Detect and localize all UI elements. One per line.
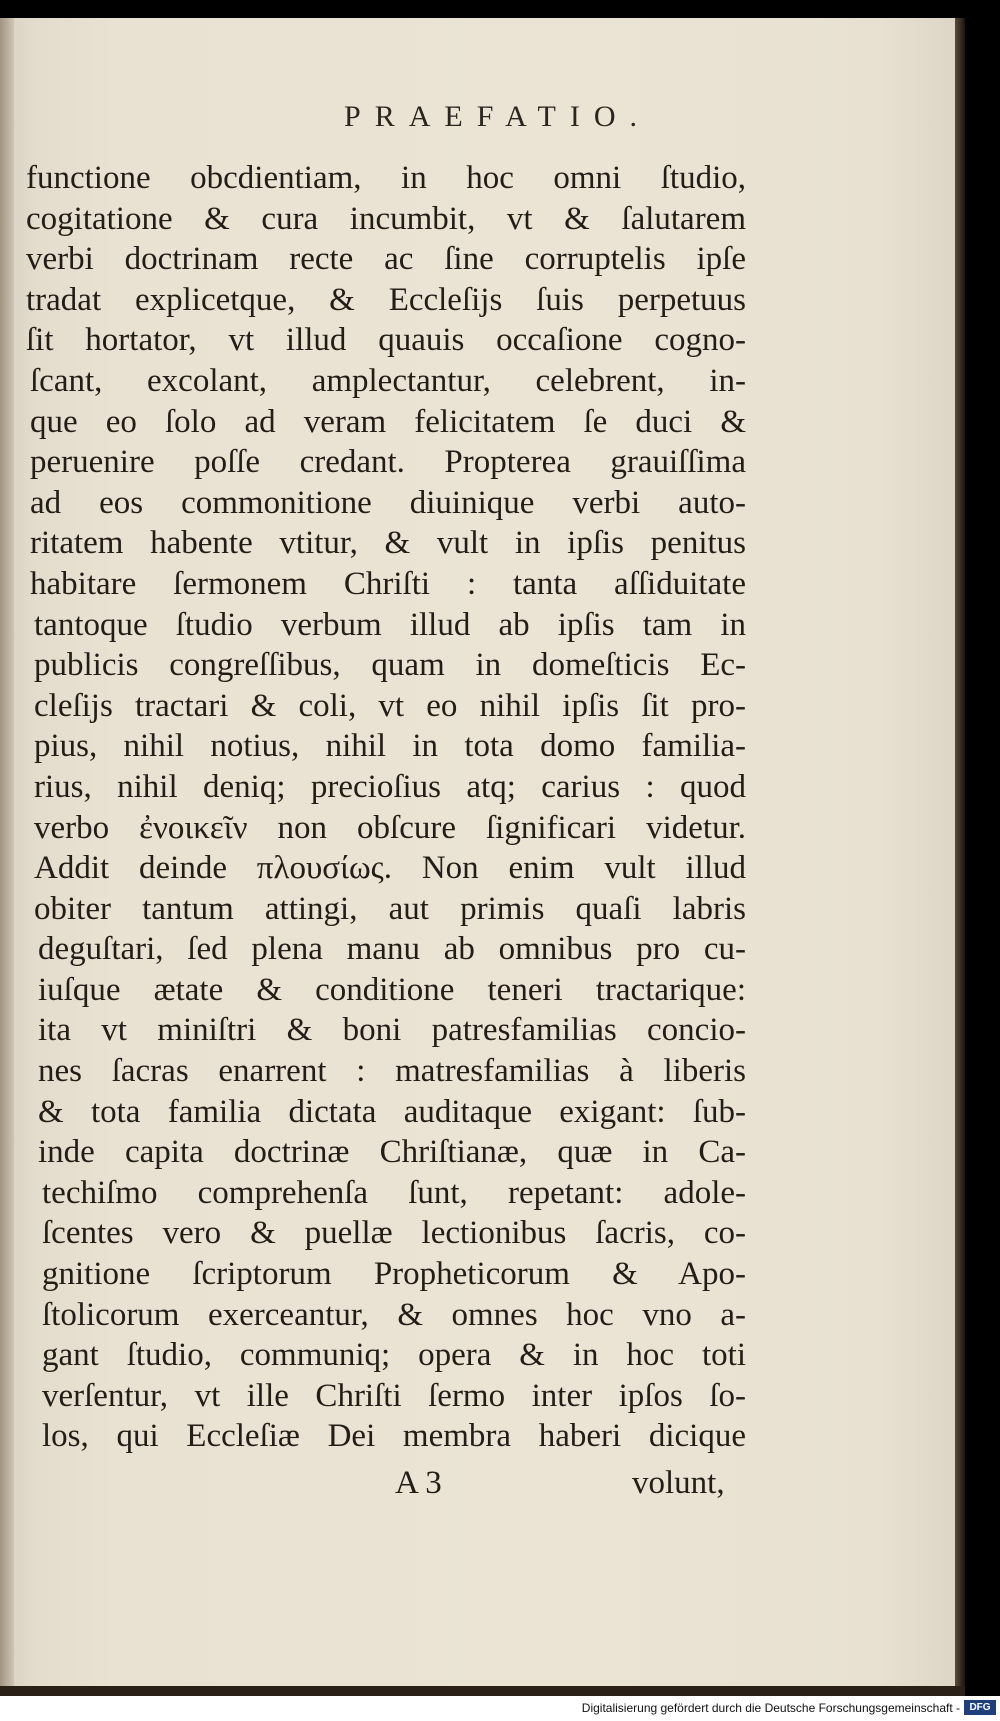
text-line: Addit deinde πλουσίως. Non enim vult illud	[34, 850, 746, 887]
text-line: nes ſacras enarrent : matresfamilias à liberis	[38, 1053, 746, 1090]
text-line: iuſque ætate & conditione teneri tractarique:	[38, 971, 746, 1008]
text-line: gant ſtudio, communiq; opera & in hoc toti	[42, 1337, 746, 1374]
text-line: cogitatione & cura incumbit, vt & ſalutarem	[26, 200, 746, 237]
text-line: ſcentes vero & puellæ lectionibus ſacris, co-	[42, 1215, 746, 1252]
text-line: peruenire poſſe credant. Propterea grauiſſima	[30, 444, 746, 481]
text-line: functione obcdientiam, in hoc omni ſtudio,	[26, 160, 746, 196]
page-bottom-edge	[0, 1686, 965, 1696]
text-line: inde capita doctrinæ Chriſtianæ, quæ in Ca-	[38, 1134, 746, 1171]
text-line: techiſmo comprehenſa ſunt, repetant: adole-	[42, 1174, 746, 1211]
text-line: ſcant, excolant, amplectantur, celebrent, in-	[30, 362, 746, 399]
catchword: volunt,	[632, 1465, 725, 1501]
text-line: que eo ſolo ad veram felicitatem ſe duci &	[30, 403, 746, 440]
text-line: verbo ἐνοικεῖν non obſcure ſignificari videtur.	[34, 809, 746, 846]
text-line: & tota familia dictata auditaque exigant: ſub-	[38, 1093, 746, 1130]
text-line: los, qui Eccleſiæ Dei membra haberi dicique	[42, 1418, 746, 1455]
dfg-logo-icon: DFG	[964, 1700, 996, 1715]
book-page	[0, 18, 955, 1686]
page-right-edge	[955, 18, 965, 1686]
text-line: habitare ſermonem Chriſti : tanta aſſiduitate	[30, 565, 746, 602]
text-block	[26, 158, 746, 1457]
text-line: rius, nihil deniq; precioſius atq; carius : quod	[34, 768, 746, 805]
text-line: ita vt miniſtri & boni patresfamilias concio-	[38, 1012, 746, 1049]
running-head: PRAEFATIO.	[344, 100, 651, 133]
funding-notice: Digitalisierung gefördert durch die Deutsche Forschungsgemeinschaft -	[581, 1701, 960, 1715]
digitization-footer	[0, 1696, 1000, 1721]
text-line: publicis congreſſibus, quam in domeſticis Ec-	[34, 647, 746, 684]
text-line: pius, nihil notius, nihil in tota domo familia-	[34, 728, 746, 765]
text-line: gnitione ſcriptorum Propheticorum & Apo-	[42, 1256, 746, 1293]
text-line: cleſijs tractari & coli, vt eo nihil ipſis ſit pro-	[34, 687, 746, 724]
text-line: obiter tantum attingi, aut primis quaſi labris	[34, 890, 746, 927]
text-line: deguſtari, ſed plena manu ab omnibus pro cu-	[38, 931, 746, 968]
text-line: ad eos commonitione diuinique verbi auto-	[30, 484, 746, 521]
signature-mark: A 3	[395, 1465, 442, 1501]
text-line: ritatem habente vtitur, & vult in ipſis penitus	[30, 525, 746, 562]
text-line: verſentur, vt ille Chriſti ſermo inter ipſos ſo-	[42, 1377, 746, 1414]
text-line: tantoque ſtudio verbum illud ab ipſis tam in	[34, 606, 746, 643]
text-line: ſit hortator, vt illud quauis occaſione cogno-	[26, 322, 746, 359]
text-line: verbi doctrinam recte ac ſine corruptelis ipſe	[26, 241, 746, 278]
text-line: tradat explicetque, & Eccleſijs ſuis perpetuus	[26, 281, 746, 318]
text-line: ſtolicorum exerceantur, & omnes hoc vno a-	[42, 1296, 746, 1333]
